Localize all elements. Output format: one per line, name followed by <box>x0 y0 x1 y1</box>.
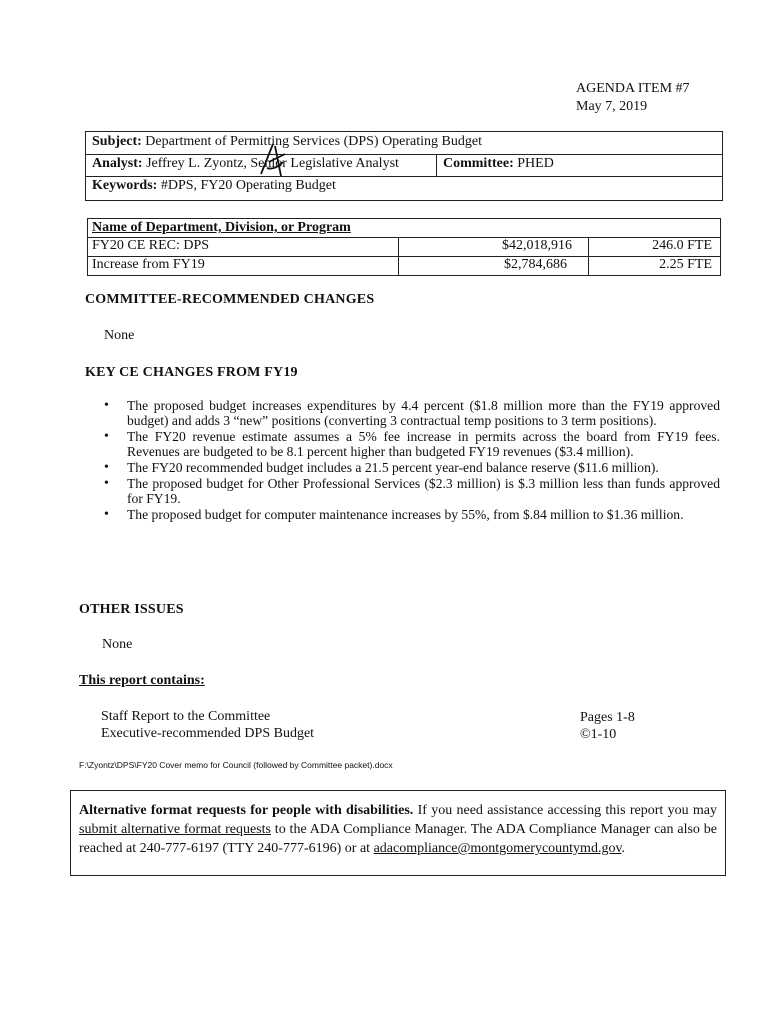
budget-table <box>87 218 721 276</box>
subject-value: Department of Permitting Services (DPS) Operating Budget <box>145 134 482 149</box>
committee-value: PHED <box>517 156 554 171</box>
list-item: • The proposed budget increases expenditures by 4.4 percent ($1.8 million more than the FY19 approved budget) and adds 3 “new” positions (converting 3 contractual temp positions to 3 term positions). <box>100 398 720 428</box>
keywords-row <box>92 178 336 194</box>
alt-format-paragraph <box>79 801 717 858</box>
list-item: • The FY20 revenue estimate assumes a 5% fee increase in permits across the board from FY19 fees. Revenues are budgeted to be 8.1 percent higher than budgeted FY19 revenues ($3.4 million). <box>100 429 720 459</box>
subject-row <box>92 134 482 150</box>
key-changes-heading: KEY CE CHANGES FROM FY19 <box>85 365 298 380</box>
divider <box>86 176 722 177</box>
analyst-value: Jeffrey L. Zyontz, Senior Legislative Analyst <box>146 156 399 171</box>
keywords-label: Keywords: <box>92 178 158 193</box>
table-row-amount: $2,784,686 <box>504 257 567 272</box>
committee-label: Committee: <box>443 156 514 171</box>
signature-initials <box>257 140 287 178</box>
divider <box>436 154 437 176</box>
alt-format-box <box>70 790 726 876</box>
table-row-fte: 246.0 FTE <box>652 238 712 253</box>
table-header: Name of Department, Division, or Program <box>92 220 351 235</box>
table-row-fte: 2.25 FTE <box>659 257 712 272</box>
analyst-label: Analyst: <box>92 156 143 171</box>
list-item: • The proposed budget for computer maintenance increases by 55%, from $.84 million to $1.36 million. <box>100 507 720 522</box>
alt-format-text: If you need assistance accessing this report you may <box>413 803 717 818</box>
subject-label: Subject: <box>92 134 142 149</box>
table-row-amount: $42,018,916 <box>502 238 572 253</box>
agenda-item-number: AGENDA ITEM #7 <box>576 81 690 96</box>
committee-row <box>443 156 554 172</box>
ada-email-link[interactable]: adacompliance@montgomerycountymd.gov <box>373 841 622 856</box>
table-row-label: Increase from FY19 <box>92 257 205 272</box>
agenda-date: May 7, 2019 <box>576 99 648 114</box>
alt-format-text: . <box>621 841 626 856</box>
other-issues-heading: OTHER ISSUES <box>79 602 184 617</box>
alt-format-request-link[interactable]: submit alternative format requests <box>79 822 271 837</box>
subject-box <box>85 131 723 201</box>
contents-pages: ©1-10 <box>580 727 617 742</box>
list-item: • The FY20 recommended budget includes a 21.5 percent year-end balance reserve ($11.6 million). <box>100 460 720 475</box>
contents-title: Staff Report to the Committee <box>101 709 271 724</box>
agenda-header <box>576 80 690 116</box>
alt-format-text: to the ADA Compliance Manager. The ADA Compliance Manager can also be reached at 240-777-6197 (TTY 240-777-6196) or at <box>79 822 717 856</box>
report-contains-heading: This report contains: <box>79 673 205 688</box>
file-path: F:\Zyontz\DPS\FY20 Cover memo for Council (followed by Committee packet).docx <box>79 760 393 770</box>
key-changes-list <box>100 398 720 523</box>
contents-pages: Pages 1-8 <box>580 710 635 725</box>
analyst-row <box>92 156 399 172</box>
table-row-label: FY20 CE REC: DPS <box>92 238 210 253</box>
divider <box>86 154 722 155</box>
keywords-value: #DPS, FY20 Operating Budget <box>160 178 336 193</box>
other-issues-body: None <box>102 637 133 652</box>
committee-changes-body: None <box>104 328 135 343</box>
contents-title: Executive-recommended DPS Budget <box>101 726 315 741</box>
committee-changes-heading: COMMITTEE-RECOMMENDED CHANGES <box>85 292 375 307</box>
alt-format-lead: Alternative format requests for people with disabilities. <box>79 803 414 818</box>
list-item: • The proposed budget for Other Professional Services ($2.3 million) is $.3 million less than funds approved for FY19. <box>100 476 720 506</box>
